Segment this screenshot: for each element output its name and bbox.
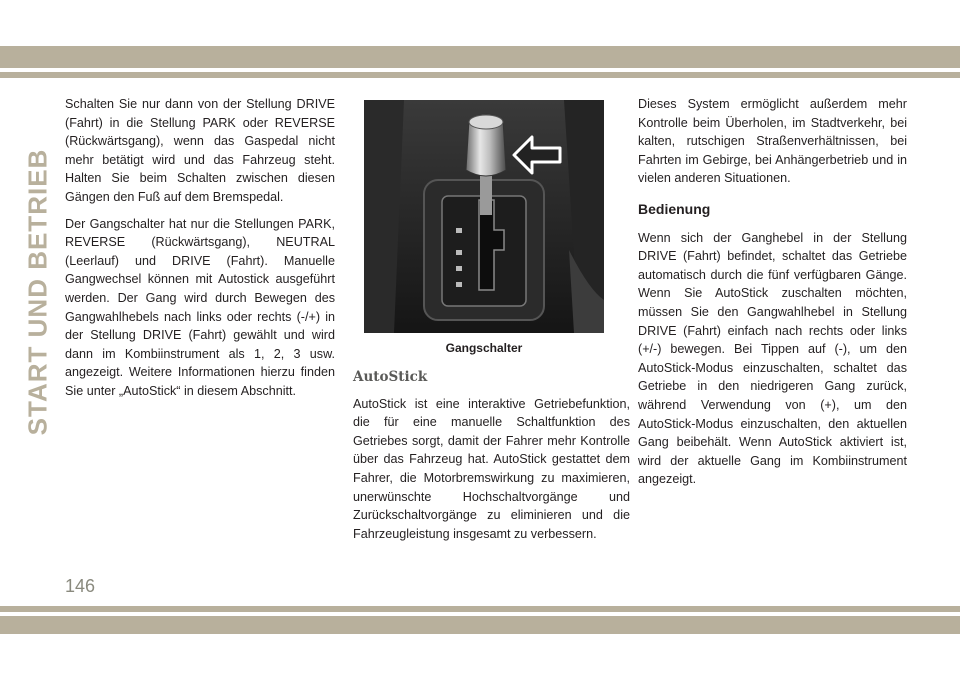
text-column-3 (638, 95, 907, 497)
paragraph: AutoStick ist eine interaktive Getriebefunktion, die für eine manuelle Schaltfunktion des Getriebes sorgt, damit der Fahrer mehr Kontrolle über das Fahrzeug hat. AutoStick gestattet dem Fahrer, die Motorbremswirkung zu maximieren, unerwünschte Hochschaltvorgänge und Zurückschaltvorgänge zu eliminieren und die Fahrzeugleistung insgesamt zu verbessern. (353, 396, 630, 541)
text-column-1 (65, 95, 335, 409)
header-band (0, 46, 960, 68)
figure-caption: Gangschalter (445, 341, 523, 355)
section-heading-autostick: AutoStick (353, 369, 428, 385)
section-heading-bedienung: Bedienung (638, 200, 711, 217)
text-column-2 (353, 368, 630, 551)
paragraph: Der Gangschalter hat nur die Stellungen PARK, REVERSE (Rückwärtsgang), NEUTRAL (Leerlauf) und DRIVE (Fahrt). Manuelle Gangwechsel können mit Autostick ausgeführt werden. Der Gang wird durch Bewegen des Gangwahlhebels nach links oder rechts (-/+) in der Stellung DRIVE (Fahrt) gewählt und wird dann im Kombiinstrument als 1, 2, 3 usw. angezeigt. Weitere Informationen hierzu finden Sie unter „AutoStick“ in diesem Abschnitt. (65, 216, 335, 398)
header-band-thin (0, 72, 960, 78)
paragraph: Dieses System ermöglicht außerdem mehr Kontrolle beim Überholen, im Stadtverkehr, bei kalten, rutschigen Straßenverhältnissen, bei Fahrten im Gebirge, bei Anhängerbetrieb und in vielen anderen Situationen. (638, 97, 907, 186)
chapter-title-text: START UND BETRIEB (22, 148, 53, 436)
gear-shifter-illustration (364, 100, 604, 333)
gear-shifter-photo (364, 100, 604, 333)
page-number: 146 (65, 576, 96, 596)
paragraph: Schalten Sie nur dann von der Stellung DRIVE (Fahrt) in die Stellung PARK oder REVERSE (Rückwärtsgang), wenn das Gaspedal nicht mehr betätigt wird und das Fahrzeug steht. Halten Sie beim Schalten zwischen diesen Gängen den Fuß auf dem Bremspedal. (65, 97, 335, 204)
paragraph: Wenn sich der Ganghebel in der Stellung DRIVE (Fahrt) befindet, schaltet das Getriebe automatisch durch die fünf verfügbaren Gänge. Wenn Sie AutoStick zuschalten möchten, müssen Sie den Gangwahlhebel in Stellung DRIVE (Fahrt) einfach nach rechts oder links (+/-) bewegen. Bei Tippen auf (-), um den AutoStick-Modus einzuschalten, schaltet das Getriebe in den niedrigeren Gang zurück, während Verwendung von (+), um den AutoStick-Modus einzuschalten, den aktuellen Gang beibehält. Wenn AutoStick aktiviert ist, wird der aktuelle Gang im Kombiinstrument angezeigt. (638, 230, 907, 487)
footer-band (0, 616, 960, 634)
footer-band-thin (0, 606, 960, 612)
